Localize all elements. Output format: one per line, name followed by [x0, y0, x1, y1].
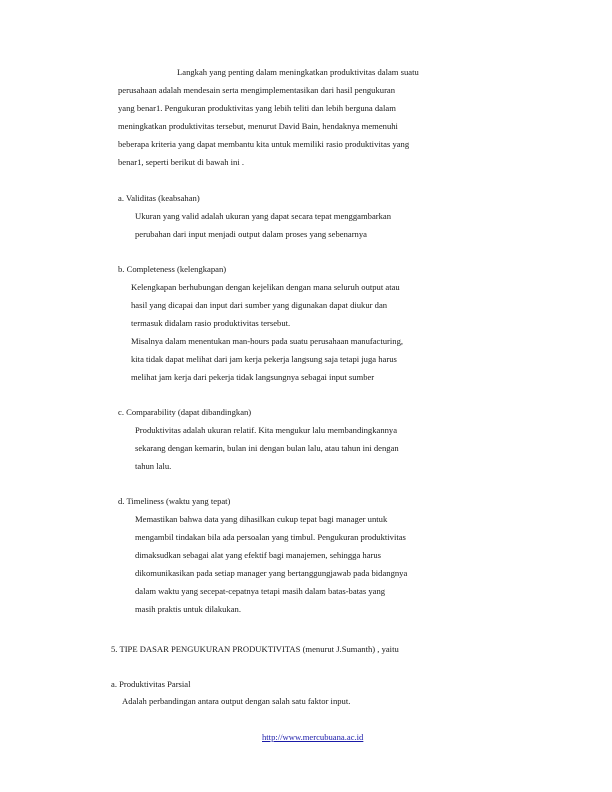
intro-line: benar1, seperti berikut di bawah ini . — [118, 157, 245, 167]
criterion-body-line: masih praktis untuk dilakukan. — [135, 604, 241, 614]
intro-line: perusahaan adalah mendesain serta mengimplementasikan dari hasil pengukuran — [118, 85, 396, 95]
subsection-body: Adalah perbandingan antara output dengan salah satu faktor input. — [122, 696, 351, 706]
criterion-heading-completeness: b. Completeness (kelengkapan) — [118, 264, 227, 274]
intro-line: beberapa kriteria yang dapat membantu kita untuk memiliki rasio produktivitas yang — [118, 139, 410, 149]
criterion-heading-comparability: c. Comparability (dapat dibandingkan) — [118, 407, 252, 417]
criterion-body-line: termasuk didalam rasio produktivitas tersebut. — [131, 318, 291, 328]
intro-line: Langkah yang penting dalam meningkatkan produktivitas dalam suatu — [177, 67, 419, 77]
intro-line: yang benar1. Pengukuran produktivitas yang lebih teliti dan lebih berguna dalam — [118, 103, 396, 113]
criterion-example-line: melihat jam kerja dari pekerja tidak langsungnya sebagai input sumber — [131, 372, 375, 382]
criterion-body-line: dikomunikasikan pada setiap manager yang bertanggungjawab pada bidangnya — [135, 568, 408, 578]
criterion-body-line: mengambil tindakan bila ada persoalan yang timbul. Pengukuran produktivitas — [135, 532, 406, 542]
criterion-body-line: perubahan dari input menjadi output dalam proses yang sebenarnya — [135, 229, 367, 239]
criterion-body-line: dimaksudkan sebagai alat yang efektif bagi manajemen, sehingga harus — [135, 550, 382, 560]
criterion-body-line: Kelengkapan berhubungan dengan kejelikan dengan mana seluruh output atau — [131, 282, 400, 292]
criterion-body-line: dalam waktu yang secepat-cepatnya tetapi masih dalam batas-batas yang — [135, 586, 386, 596]
criterion-example-line: Misalnya dalam menentukan man-hours pada suatu perusahaan manufacturing, — [131, 336, 404, 346]
intro-line: meningkatkan produktivitas tersebut, menurut David Bain, hendaknya memenuhi — [118, 121, 398, 131]
footer-link[interactable]: http://www.mercubuana.ac.id — [262, 732, 364, 742]
criterion-heading-timeliness: d. Timeliness (waktu yang tepat) — [118, 496, 231, 506]
criterion-body-line: Produktivitas adalah ukuran relatif. Kita mengukur lalu membandingkannya — [135, 425, 398, 435]
criterion-body-line: Memastikan bahwa data yang dihasilkan cukup tepat bagi manager untuk — [135, 514, 388, 524]
section-heading: 5. TIPE DASAR PENGUKURAN PRODUKTIVITAS (menurut J.Sumanth) , yaitu — [111, 644, 399, 654]
criterion-example-line: kita tidak dapat melihat dari jam kerja pekerja langsung saja tetapi juga harus — [131, 354, 397, 364]
criterion-body-line: Ukuran yang valid adalah ukuran yang dapat secara tepat menggambarkan — [135, 211, 392, 221]
criterion-body-line: sekarang dengan kemarin, bulan ini dengan bulan lalu, atau tahun ini dengan — [135, 443, 399, 453]
subsection-heading-partial: a. Produktivitas Parsial — [111, 679, 191, 689]
criterion-body-line: tahun lalu. — [135, 461, 172, 471]
criterion-heading-validity: a. Validitas (keabsahan) — [118, 193, 200, 203]
criterion-body-line: hasil yang dicapai dan input dari sumber yang digunakan dapat diukur dan — [131, 300, 388, 310]
